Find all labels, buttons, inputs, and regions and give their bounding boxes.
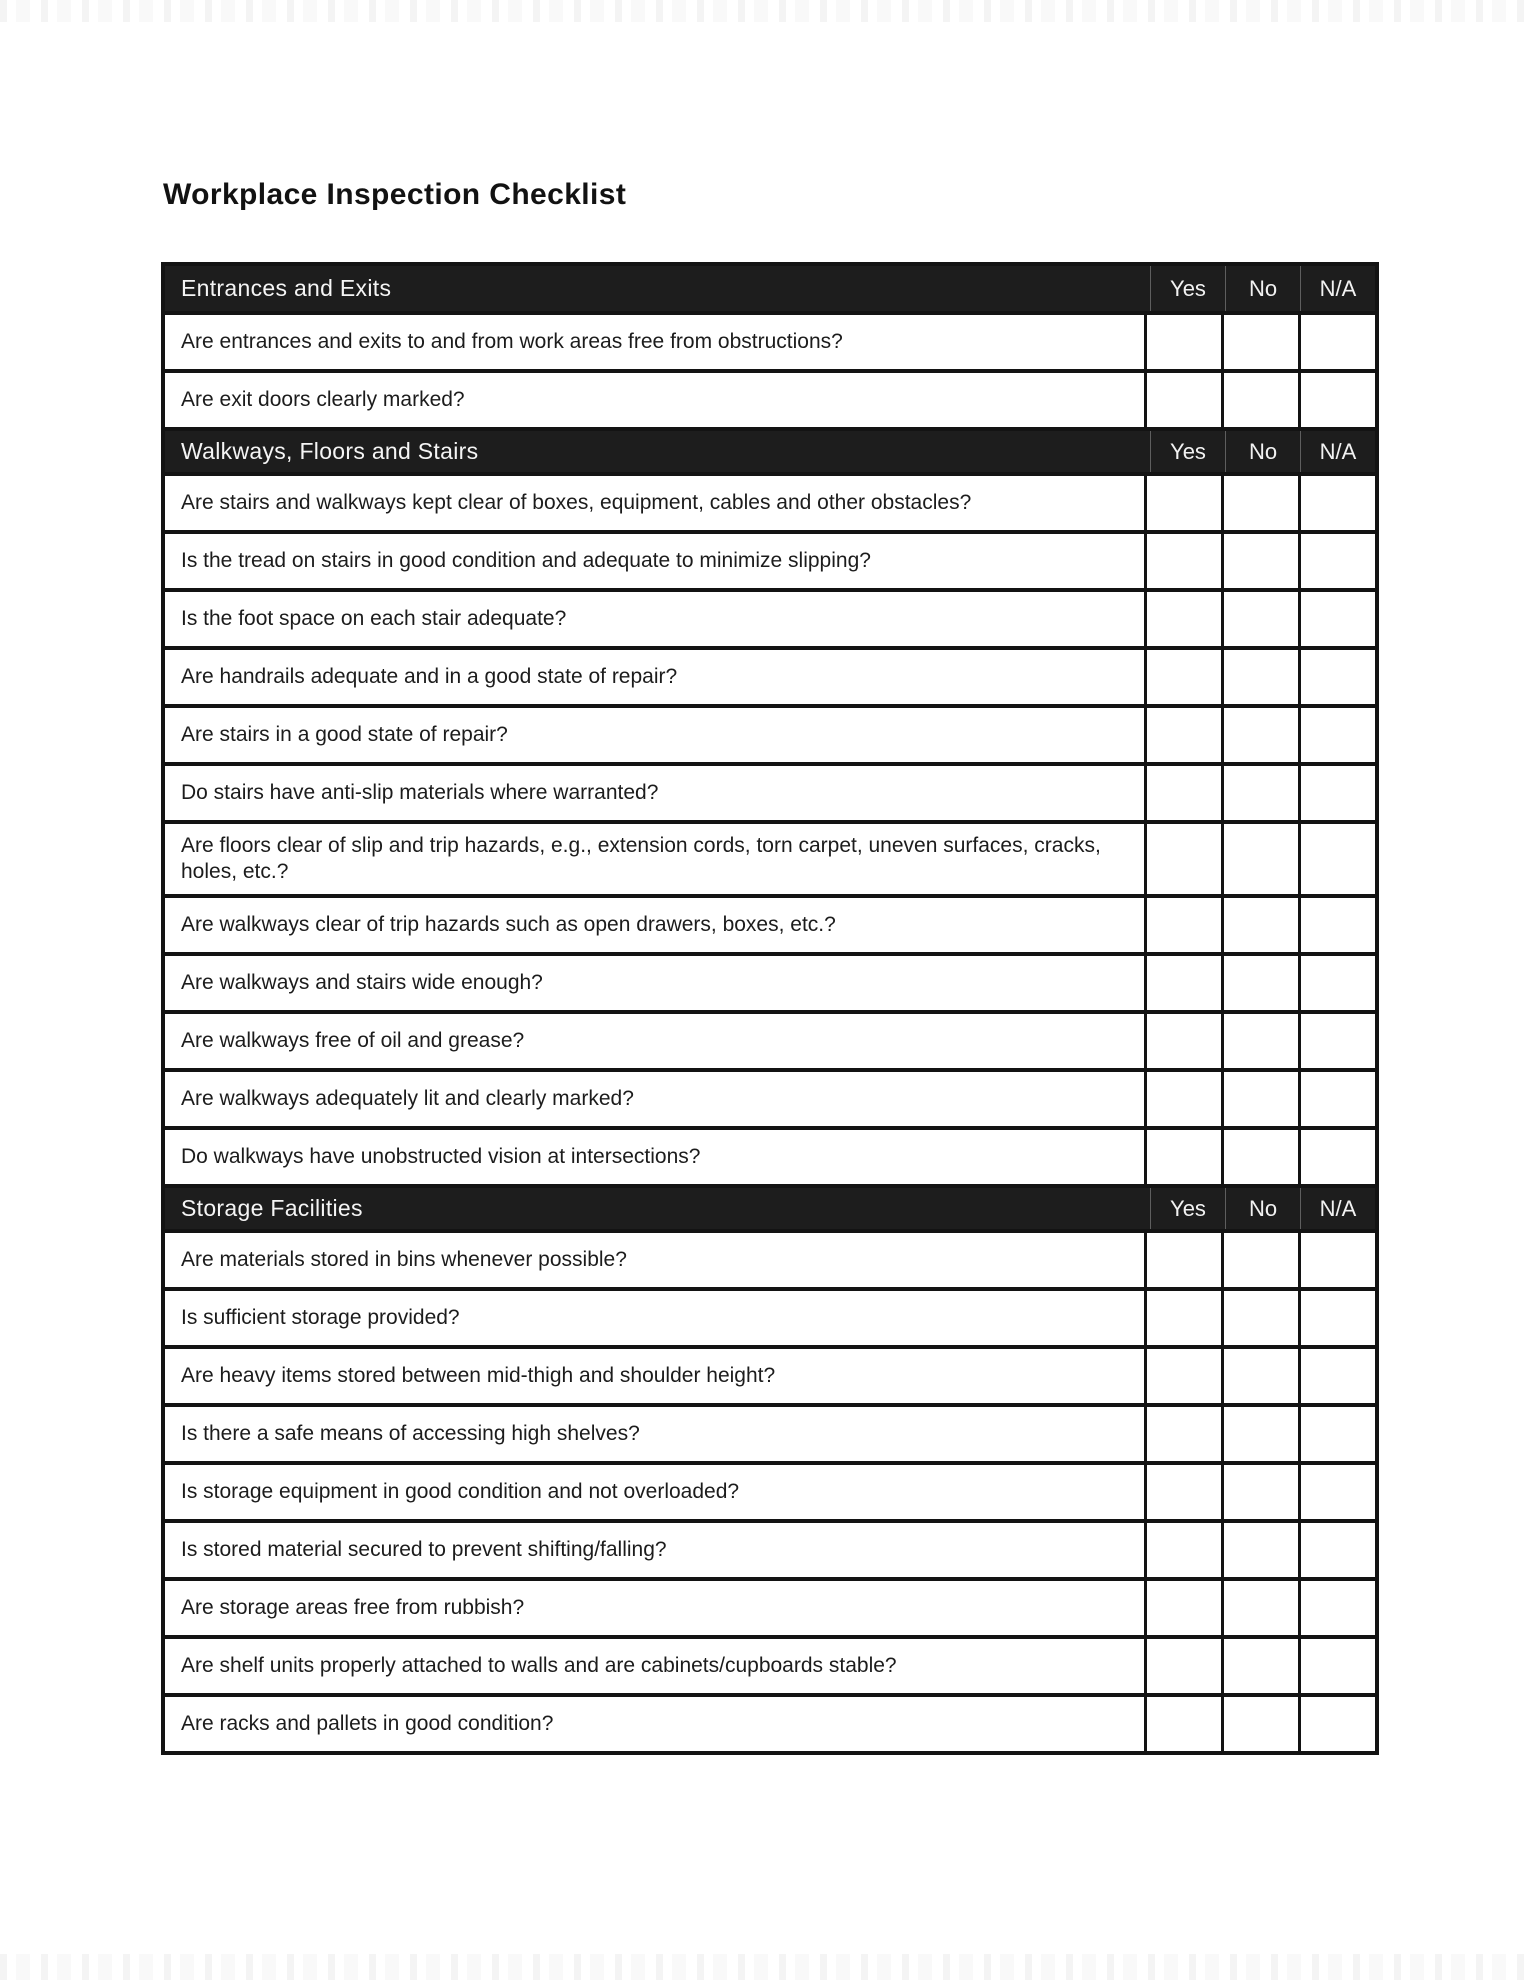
question-row xyxy=(165,820,1375,894)
answer-cell-na[interactable] xyxy=(1298,1523,1375,1577)
answer-cell-no[interactable] xyxy=(1221,1465,1298,1519)
section-header xyxy=(165,266,1375,311)
answer-cell-no[interactable] xyxy=(1221,1407,1298,1461)
question-row xyxy=(165,1519,1375,1577)
answer-cell-no[interactable] xyxy=(1221,1014,1298,1068)
question-row xyxy=(165,704,1375,762)
question-text: Are floors clear of slip and trip hazards, e.g., extension cords, torn carpet, uneven surfaces, cracks, holes, etc.? xyxy=(181,834,1101,883)
answer-cell-yes[interactable] xyxy=(1144,650,1221,704)
answer-cell-no[interactable] xyxy=(1221,1523,1298,1577)
question-row xyxy=(165,1693,1375,1751)
question-text: Are stairs in a good state of repair? xyxy=(181,723,508,746)
section-header xyxy=(165,427,1375,472)
answer-cell-yes[interactable] xyxy=(1144,898,1221,952)
question-row xyxy=(165,1345,1375,1403)
question-row xyxy=(165,369,1375,427)
question-text: Are walkways clear of trip hazards such as open drawers, boxes, etc.? xyxy=(181,913,836,936)
answer-cell-na[interactable] xyxy=(1298,1465,1375,1519)
answer-cell-yes[interactable] xyxy=(1144,824,1221,894)
column-header-na: N/A xyxy=(1300,266,1375,311)
answer-cell-yes[interactable] xyxy=(1144,1349,1221,1403)
answer-cell-na[interactable] xyxy=(1298,373,1375,427)
answer-cell-na[interactable] xyxy=(1298,708,1375,762)
answer-cell-na[interactable] xyxy=(1298,1639,1375,1693)
answer-cell-no[interactable] xyxy=(1221,1697,1298,1751)
question-text: Are heavy items stored between mid-thigh and shoulder height? xyxy=(181,1364,776,1387)
question-text: Are walkways adequately lit and clearly marked? xyxy=(181,1087,634,1110)
question-text: Are handrails adequate and in a good state of repair? xyxy=(181,665,678,688)
answer-cell-no[interactable] xyxy=(1221,1233,1298,1287)
question-text: Is there a safe means of accessing high shelves? xyxy=(181,1422,640,1445)
answer-cell-na[interactable] xyxy=(1298,1581,1375,1635)
answer-cell-no[interactable] xyxy=(1221,476,1298,530)
scan-noise-bottom xyxy=(0,1954,1530,1980)
answer-cell-no[interactable] xyxy=(1221,898,1298,952)
answer-cell-yes[interactable] xyxy=(1144,1639,1221,1693)
question-row xyxy=(165,646,1375,704)
column-header-yes: Yes xyxy=(1150,1188,1225,1229)
question-row xyxy=(165,894,1375,952)
answer-cell-na[interactable] xyxy=(1298,1233,1375,1287)
answer-cell-no[interactable] xyxy=(1221,766,1298,820)
section-title: Entrances and Exits xyxy=(181,275,392,301)
question-row xyxy=(165,1010,1375,1068)
section-header xyxy=(165,1184,1375,1229)
question-row xyxy=(165,1577,1375,1635)
answer-cell-no[interactable] xyxy=(1221,534,1298,588)
question-text: Is the tread on stairs in good condition and adequate to minimize slipping? xyxy=(181,549,871,572)
answer-cell-no[interactable] xyxy=(1221,1291,1298,1345)
answer-cell-yes[interactable] xyxy=(1144,1233,1221,1287)
question-row xyxy=(165,472,1375,530)
answer-cell-na[interactable] xyxy=(1298,766,1375,820)
question-text: Is storage equipment in good condition and not overloaded? xyxy=(181,1480,740,1503)
answer-cell-na[interactable] xyxy=(1298,1697,1375,1751)
question-text: Do walkways have unobstructed vision at intersections? xyxy=(181,1145,701,1168)
answer-cell-yes[interactable] xyxy=(1144,1130,1221,1184)
answer-cell-na[interactable] xyxy=(1298,1291,1375,1345)
answer-cell-no[interactable] xyxy=(1221,1072,1298,1126)
question-row xyxy=(165,1403,1375,1461)
answer-cell-yes[interactable] xyxy=(1144,1014,1221,1068)
question-row xyxy=(165,1126,1375,1184)
question-row xyxy=(165,762,1375,820)
section-title: Walkways, Floors and Stairs xyxy=(181,438,479,464)
question-text: Are shelf units properly attached to walls and are cabinets/cupboards stable? xyxy=(181,1654,897,1677)
question-text: Are stairs and walkways kept clear of boxes, equipment, cables and other obstacles? xyxy=(181,491,972,514)
question-text: Is sufficient storage provided? xyxy=(181,1306,460,1329)
scan-noise-top xyxy=(0,0,1530,22)
checklist-table xyxy=(161,262,1379,1755)
column-header-yes: Yes xyxy=(1150,266,1225,311)
question-row xyxy=(165,311,1375,369)
column-header-yes: Yes xyxy=(1150,431,1225,472)
answer-cell-no[interactable] xyxy=(1221,315,1298,369)
answer-cell-yes[interactable] xyxy=(1144,373,1221,427)
answer-cell-na[interactable] xyxy=(1298,592,1375,646)
question-text: Are exit doors clearly marked? xyxy=(181,388,465,411)
column-header-na: N/A xyxy=(1300,431,1375,472)
answer-cell-yes[interactable] xyxy=(1144,766,1221,820)
answer-cell-na[interactable] xyxy=(1298,315,1375,369)
question-text: Do stairs have anti-slip materials where warranted? xyxy=(181,781,659,804)
question-text: Are entrances and exits to and from work areas free from obstructions? xyxy=(181,330,843,353)
question-text: Is stored material secured to prevent shifting/falling? xyxy=(181,1538,667,1561)
answer-cell-yes[interactable] xyxy=(1144,1697,1221,1751)
question-row xyxy=(165,1229,1375,1287)
answer-cell-no[interactable] xyxy=(1221,824,1298,894)
answer-cell-no[interactable] xyxy=(1221,1130,1298,1184)
answer-cell-na[interactable] xyxy=(1298,898,1375,952)
question-text: Are walkways and stairs wide enough? xyxy=(181,971,543,994)
column-header-no: No xyxy=(1225,266,1300,311)
answer-cell-na[interactable] xyxy=(1298,1072,1375,1126)
answer-cell-no[interactable] xyxy=(1221,650,1298,704)
answer-cell-yes[interactable] xyxy=(1144,592,1221,646)
question-row xyxy=(165,1068,1375,1126)
answer-cell-yes[interactable] xyxy=(1144,1523,1221,1577)
answer-cell-na[interactable] xyxy=(1298,1407,1375,1461)
answer-cell-yes[interactable] xyxy=(1144,315,1221,369)
question-text: Is the foot space on each stair adequate? xyxy=(181,607,567,630)
page-title: Workplace Inspection Checklist xyxy=(163,178,627,211)
answer-cell-yes[interactable] xyxy=(1144,1465,1221,1519)
answer-cell-na[interactable] xyxy=(1298,1130,1375,1184)
answer-cell-na[interactable] xyxy=(1298,650,1375,704)
question-row xyxy=(165,530,1375,588)
column-header-na: N/A xyxy=(1300,1188,1375,1229)
answer-cell-na[interactable] xyxy=(1298,534,1375,588)
answer-cell-no[interactable] xyxy=(1221,708,1298,762)
answer-cell-no[interactable] xyxy=(1221,956,1298,1010)
answer-cell-na[interactable] xyxy=(1298,1014,1375,1068)
answer-cell-yes[interactable] xyxy=(1144,708,1221,762)
answer-cell-yes[interactable] xyxy=(1144,1291,1221,1345)
question-row xyxy=(165,1287,1375,1345)
question-row xyxy=(165,952,1375,1010)
question-text: Are materials stored in bins whenever possible? xyxy=(181,1248,627,1271)
answer-cell-na[interactable] xyxy=(1298,824,1375,894)
question-row xyxy=(165,588,1375,646)
answer-cell-no[interactable] xyxy=(1221,1639,1298,1693)
question-text: Are walkways free of oil and grease? xyxy=(181,1029,525,1052)
answer-cell-no[interactable] xyxy=(1221,1349,1298,1403)
answer-cell-no[interactable] xyxy=(1221,592,1298,646)
question-row xyxy=(165,1635,1375,1693)
question-text: Are storage areas free from rubbish? xyxy=(181,1596,525,1619)
column-header-no: No xyxy=(1225,431,1300,472)
answer-cell-yes[interactable] xyxy=(1144,1581,1221,1635)
answer-cell-no[interactable] xyxy=(1221,373,1298,427)
answer-cell-no[interactable] xyxy=(1221,1581,1298,1635)
answer-cell-na[interactable] xyxy=(1298,476,1375,530)
section-title: Storage Facilities xyxy=(181,1195,363,1221)
question-row xyxy=(165,1461,1375,1519)
column-header-no: No xyxy=(1225,1188,1300,1229)
answer-cell-yes[interactable] xyxy=(1144,476,1221,530)
answer-cell-na[interactable] xyxy=(1298,956,1375,1010)
answer-cell-yes[interactable] xyxy=(1144,534,1221,588)
answer-cell-yes[interactable] xyxy=(1144,956,1221,1010)
answer-cell-yes[interactable] xyxy=(1144,1407,1221,1461)
answer-cell-yes[interactable] xyxy=(1144,1072,1221,1126)
answer-cell-na[interactable] xyxy=(1298,1349,1375,1403)
question-text: Are racks and pallets in good condition? xyxy=(181,1712,554,1735)
